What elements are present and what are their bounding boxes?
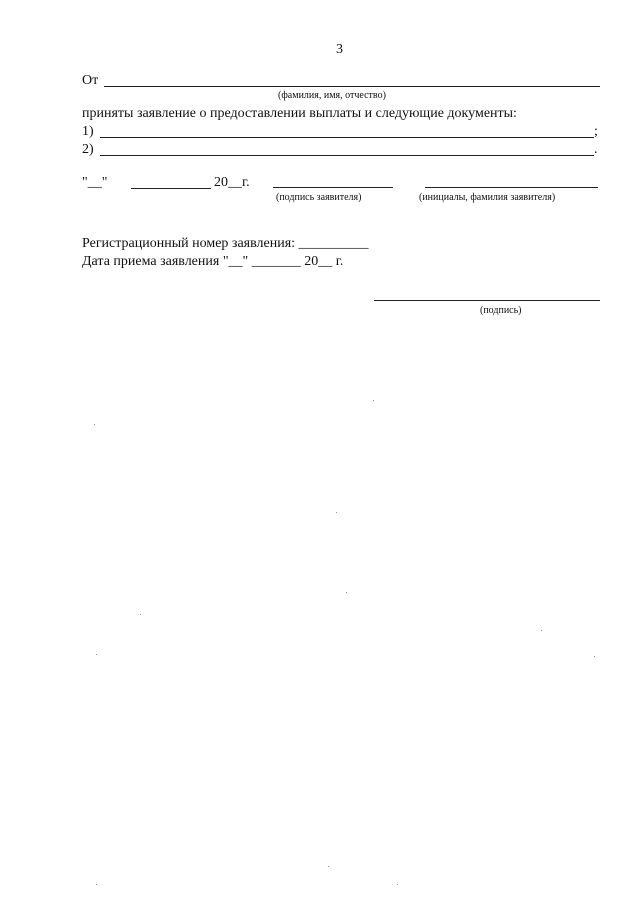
scan-speck — [373, 400, 374, 401]
item1-field-line — [100, 137, 594, 138]
scan-speck — [140, 614, 141, 615]
scan-speck — [336, 512, 337, 513]
item2-number: 2) — [82, 142, 94, 157]
item1-end-mark: ; — [594, 124, 598, 139]
from-caption: (фамилия, имя, отчество) — [278, 90, 386, 101]
item1-number: 1) — [82, 124, 94, 139]
page-number: 3 — [336, 42, 343, 57]
scan-speck — [328, 866, 329, 867]
from-label: От — [82, 73, 99, 88]
scan-speck — [96, 884, 97, 885]
scan-speck — [397, 884, 398, 885]
from-field-line — [104, 86, 600, 87]
date-month-line — [131, 188, 211, 189]
initials-caption: (инициалы, фамилия заявителя) — [419, 192, 556, 203]
applicant-signature-line — [273, 187, 393, 188]
receipt-date: Дата приема заявления "__" _______ 20__ г. — [82, 254, 344, 269]
date-year: 20__г. — [214, 175, 250, 190]
signature-line — [374, 300, 600, 301]
item2-end-mark: . — [594, 142, 598, 157]
applicant-signature-caption: (подпись заявителя) — [276, 192, 362, 203]
accepted-text: приняты заявление о предоставлении выплаты и следующие документы: — [82, 106, 517, 121]
scan-speck — [96, 654, 97, 655]
date-day: "__" — [82, 175, 108, 190]
scan-speck — [541, 630, 542, 631]
item2-field-line — [100, 155, 594, 156]
scan-speck — [594, 656, 595, 657]
signature-caption: (подпись) — [480, 305, 522, 316]
scan-speck — [94, 424, 95, 425]
registration-number: Регистрационный номер заявления: __________ — [82, 236, 369, 251]
scan-speck — [346, 592, 347, 593]
initials-line — [425, 187, 598, 188]
